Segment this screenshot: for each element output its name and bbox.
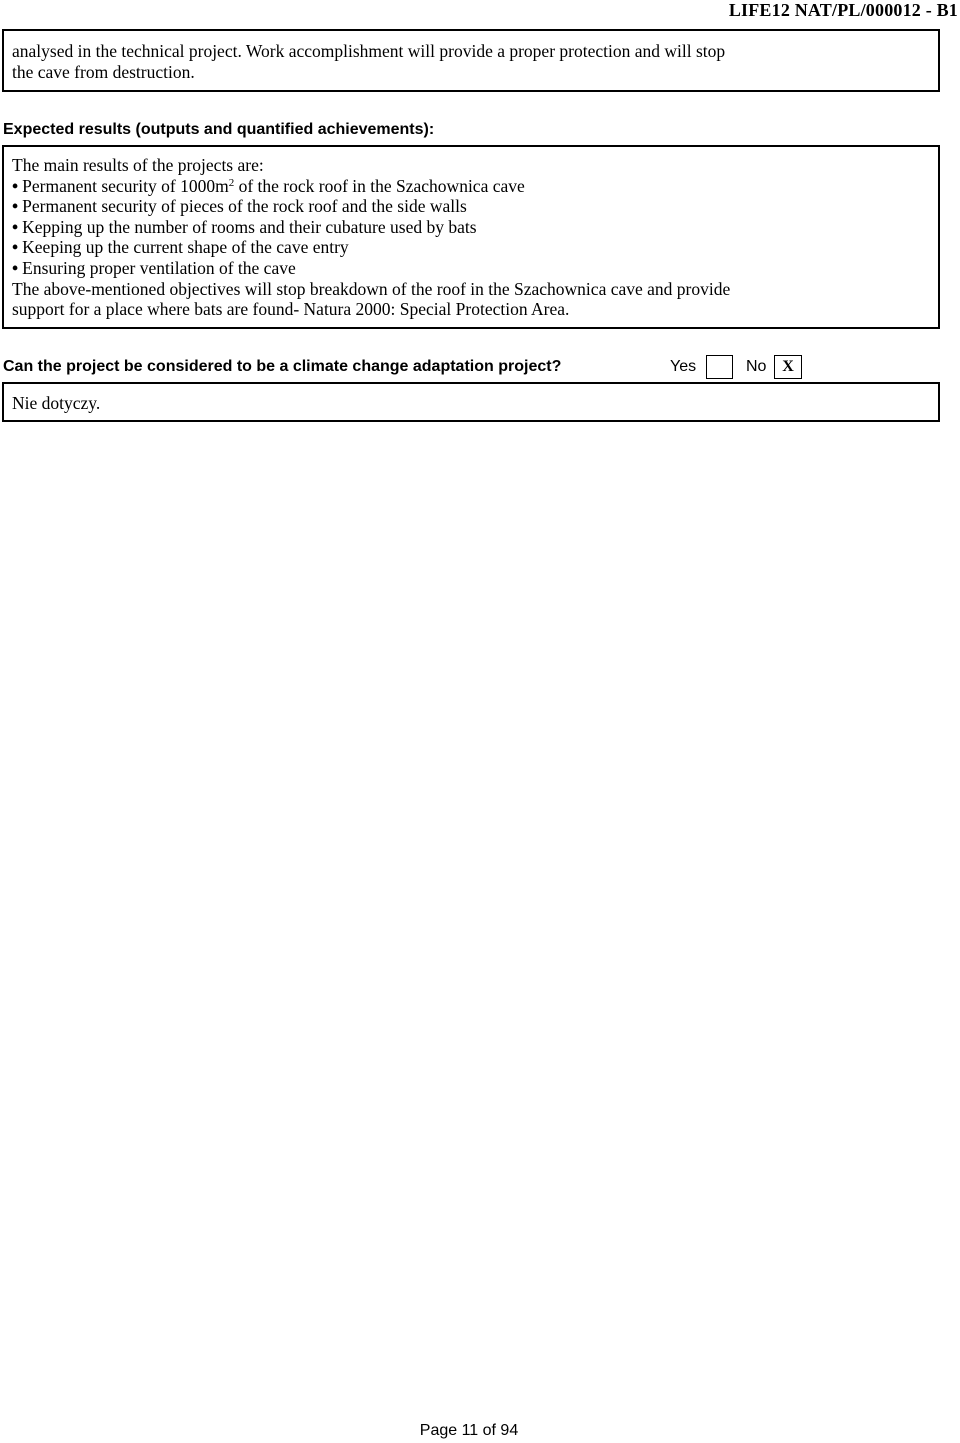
bullet-icon: • [12, 257, 19, 278]
expected-results-box [2, 145, 940, 329]
climate-answer-box [2, 382, 940, 422]
bullet-icon: • [12, 237, 19, 258]
no-label: No [746, 358, 767, 375]
result-bullet [12, 258, 930, 279]
no-checkbox[interactable]: X [774, 355, 802, 379]
results-closing-line: The above-mentioned objectives will stop breakdown of the roof in the Szachownica cave and provide [12, 278, 731, 299]
yes-checkbox[interactable] [706, 355, 733, 379]
continuation-line: the cave from destruction. [12, 62, 195, 82]
yes-label: Yes [670, 358, 697, 375]
bullet-icon: • [12, 196, 19, 217]
result-bullet [12, 217, 930, 238]
bullet-text: of the rock roof in the Szachownica cave [234, 175, 525, 196]
continuation-text-box [2, 29, 940, 92]
bullet-text: Ensuring proper ventilation of the cave [22, 257, 296, 278]
bullet-icon: • [12, 216, 19, 237]
result-bullet [12, 176, 930, 197]
bullet-text: Permanent security of pieces of the rock roof and the side walls [22, 196, 467, 217]
superscript: 2 [228, 176, 235, 189]
climate-question-row [3, 355, 803, 381]
bullet-text: Keeping up the current shape of the cave entry [22, 237, 349, 258]
results-intro: The main results of the projects are: [12, 155, 264, 175]
continuation-line: analysed in the technical project. Work accomplishment will provide a proper protection and will stop [12, 41, 726, 61]
climate-answer-text: Nie dotyczy. [12, 393, 101, 413]
page-number: Page 11 of 94 [419, 1422, 519, 1439]
climate-question: Can the project be considered to be a climate change adaptation project? [3, 358, 562, 375]
results-closing-line: support for a place where bats are found- Natura 2000: Special Protection Area. [12, 299, 570, 320]
result-bullet [12, 196, 930, 217]
bullet-text: Kepping up the number of rooms and their cubature used by bats [22, 216, 477, 237]
document-reference: LIFE12 NAT/PL/000012 - B1 [728, 0, 958, 20]
expected-results-heading: Expected results (outputs and quantified achievements): [3, 121, 435, 138]
result-bullet [12, 237, 930, 258]
bullet-icon: • [12, 175, 19, 196]
bullet-text: Permanent security of 1000m [22, 175, 229, 196]
